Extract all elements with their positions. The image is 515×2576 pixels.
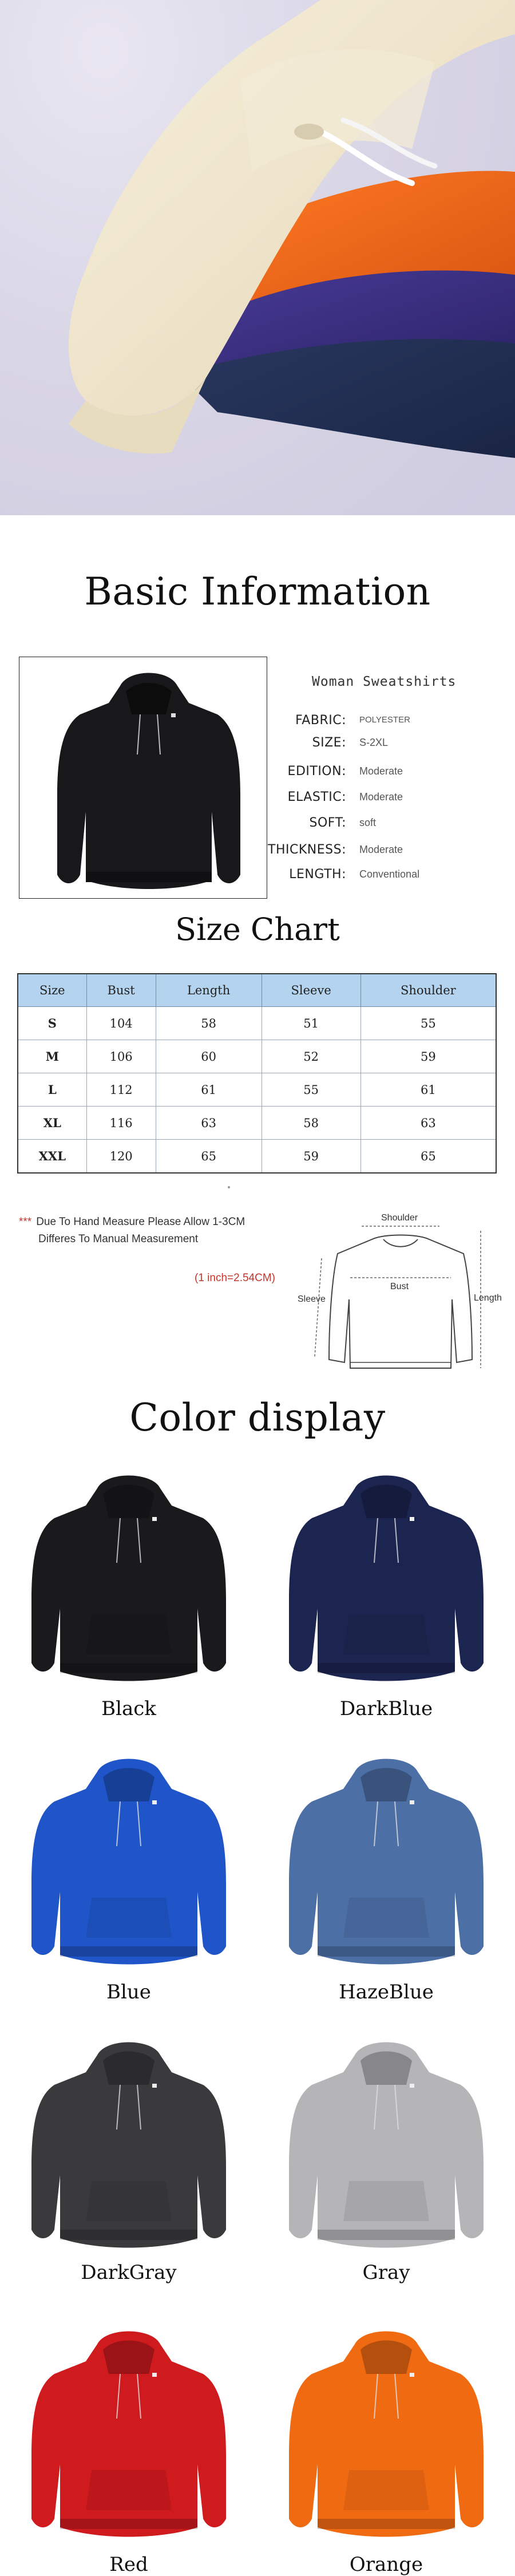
black-hoodie-photo-frame (19, 657, 267, 899)
header-shoulder: Shoulder (360, 974, 496, 1007)
table-cell: 58 (262, 1107, 360, 1140)
spec-label-size: SIZE: (312, 736, 346, 750)
color-swatch-red (29, 2327, 229, 2576)
note-text-2: Differes To Manual Measurement (38, 1233, 199, 1245)
basic-information-title: Basic Information (84, 570, 431, 614)
table-cell: 51 (262, 1007, 360, 1040)
table-cell: XXL (18, 1140, 86, 1174)
color-swatch-darkgray (29, 2038, 229, 2284)
folded-sweatshirts-illustration (0, 0, 515, 515)
size-chart-table (17, 973, 497, 1174)
table-cell: S (18, 1007, 86, 1040)
table-row (18, 1107, 496, 1140)
spec-value-size: S-2XL (359, 737, 389, 748)
table-row (18, 1140, 496, 1174)
measurement-diagram (298, 1196, 515, 1385)
hoodie-image (29, 1755, 229, 1972)
color-label: Black (101, 1697, 156, 1720)
table-cell: 59 (360, 1040, 496, 1073)
hero-product-photo (0, 0, 515, 515)
table-cell: XL (18, 1107, 86, 1140)
table-cell: 52 (262, 1040, 360, 1073)
header-bust: Bust (86, 974, 156, 1007)
table-cell: 112 (86, 1073, 156, 1107)
note-text-1: Due To Hand Measure Please Allow 1-3CM (36, 1216, 245, 1228)
table-cell: 55 (360, 1007, 496, 1040)
table-row (18, 1040, 496, 1073)
table-cell: M (18, 1040, 86, 1073)
table-cell: 65 (360, 1140, 496, 1174)
color-swatch-blue (29, 1755, 229, 2004)
header-length: Length (156, 974, 262, 1007)
hoodie-image (29, 1471, 229, 1689)
hoodie-image (286, 2327, 486, 2545)
color-label: Orange (349, 2553, 423, 2576)
hoodie-image (286, 1471, 486, 1689)
color-label: Red (109, 2553, 148, 2576)
hoodie-image (29, 2038, 229, 2255)
hoodie-image (286, 2038, 486, 2255)
header-sleeve: Sleeve (262, 974, 360, 1007)
spec-value-edition: Moderate (359, 765, 403, 777)
measurement-note (19, 1214, 245, 1248)
spec-label-soft: SOFT: (309, 816, 346, 830)
color-label: Gray (362, 2261, 410, 2284)
spec-value-elastic: Moderate (359, 791, 403, 803)
color-label: HazeBlue (339, 1981, 434, 2004)
separator-dot (228, 1186, 230, 1188)
table-cell: 58 (156, 1007, 262, 1040)
black-hoodie-image (19, 657, 267, 898)
header-size: Size (18, 974, 86, 1007)
spec-value-length: Conventional (359, 868, 420, 880)
size-chart-title: Size Chart (175, 911, 340, 947)
table-cell: 63 (360, 1107, 496, 1140)
spec-label-fabric: FABRIC: (295, 713, 346, 728)
color-swatch-orange (286, 2327, 486, 2576)
table-cell: L (18, 1073, 86, 1107)
color-swatch-gray (286, 2038, 486, 2284)
spec-label-length: LENGTH: (289, 867, 346, 882)
diagram-label-length: Length (474, 1293, 502, 1303)
spec-value-soft: soft (359, 817, 377, 828)
diagram-label-bust: Bust (390, 1282, 409, 1291)
color-swatch-hazeblue (286, 1755, 486, 2004)
color-display-title: Color display (129, 1396, 386, 1440)
spec-label-thickness: THICKNESS: (268, 843, 346, 857)
note-line-1 (19, 1214, 245, 1231)
color-label: Blue (106, 1981, 151, 2004)
table-header-row (18, 974, 496, 1007)
spec-value-thickness: Moderate (359, 844, 403, 855)
color-swatch-darkblue (286, 1471, 486, 1720)
table-cell: 59 (262, 1140, 360, 1174)
color-swatch-black (29, 1471, 229, 1720)
hoodie-image (29, 2327, 229, 2545)
color-label: DarkGray (81, 2261, 177, 2284)
sweatshirt-outline-diagram (298, 1196, 515, 1385)
table-cell: 61 (360, 1073, 496, 1107)
table-cell: 120 (86, 1140, 156, 1174)
table-cell: 63 (156, 1107, 262, 1140)
table-cell: 104 (86, 1007, 156, 1040)
spec-label-elastic: ELASTIC: (287, 790, 346, 804)
color-label: DarkBlue (339, 1697, 433, 1720)
table-cell: 60 (156, 1040, 262, 1073)
product-name: Woman Sweatshirts (312, 674, 457, 689)
diagram-label-sleeve: Sleeve (298, 1294, 326, 1304)
hoodie-image (286, 1755, 486, 1972)
table-cell: 61 (156, 1073, 262, 1107)
table-cell: 55 (262, 1073, 360, 1107)
table-row (18, 1073, 496, 1107)
table-cell: 106 (86, 1040, 156, 1073)
inch-conversion: (1 inch=2.54CM) (195, 1272, 275, 1284)
table-row (18, 1007, 496, 1040)
spec-label-edition: EDITION: (287, 764, 346, 779)
table-cell: 116 (86, 1107, 156, 1140)
note-stars: *** (19, 1216, 32, 1228)
table-cell: 65 (156, 1140, 262, 1174)
diagram-label-shoulder: Shoulder (381, 1213, 418, 1223)
spec-value-fabric: POLYESTER (359, 715, 410, 725)
